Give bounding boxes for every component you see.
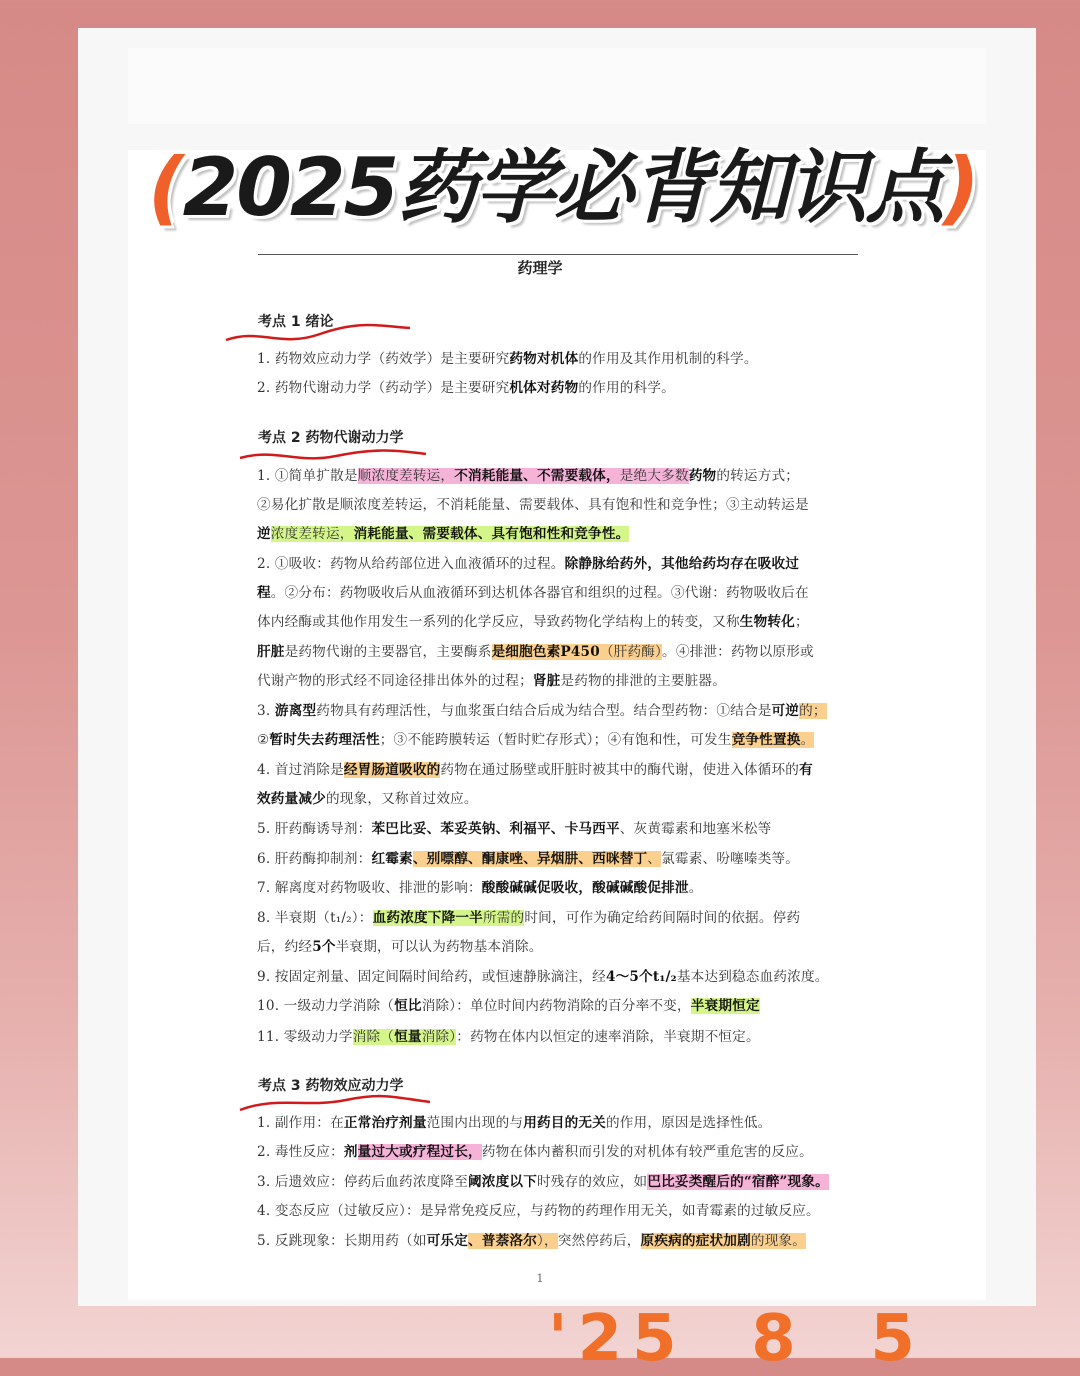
text-segment: 机体对药物 — [509, 380, 579, 396]
text-segment: 2. ①吸收：药物从给药部位进入血液循环的过程。 — [257, 556, 565, 572]
text-line — [257, 908, 800, 928]
text-segment: 是药物的排泄的主要脏器。 — [560, 673, 726, 689]
text-segment: 突然停药后， — [557, 1233, 641, 1249]
text-segment: 消除） — [421, 1029, 457, 1045]
text-segment: 9. 按固定剂量、固定间隔时间给药，或恒速静脉滴注，经 — [257, 969, 606, 985]
text-line — [257, 554, 799, 574]
text-segment: 1. ①简单扩散是 — [257, 468, 358, 484]
text-segment: 除静脉给药外，其他给药均存在吸收过 — [564, 556, 800, 572]
text-segment: 药物在体内蓄积而引发的对机体有较严重危害的反应。 — [481, 1144, 813, 1160]
title-text: 2025药学必背知识点 — [182, 141, 944, 234]
text-line — [257, 1231, 806, 1251]
text-line — [257, 524, 629, 544]
text-line — [257, 1142, 813, 1162]
text-segment: 的现象。 — [750, 1233, 807, 1249]
text-segment: 1. 副作用：在 — [257, 1115, 344, 1131]
text-segment: 顺浓度差转运， — [357, 468, 455, 484]
text-segment: 消除（ — [352, 1029, 395, 1045]
section-heading: 考点 1 绪论 — [258, 314, 334, 330]
text-segment: 2. 毒性反应： — [257, 1144, 344, 1160]
subject-heading: 药理学 — [517, 259, 563, 277]
text-segment: 血药浓度下降一半 — [372, 910, 483, 926]
text-segment: 是细胞色素P450 — [491, 644, 600, 660]
text-segment: 的作用及其作用机制的科学。 — [578, 351, 758, 367]
text-segment: 竞争性置换 — [731, 732, 801, 748]
text-line — [257, 849, 799, 869]
text-segment: 可乐定 — [426, 1233, 469, 1249]
text-segment: 5. 反跳现象：长期用药（如 — [257, 1233, 427, 1249]
text-segment: 4. 首过消除是 — [257, 762, 344, 778]
text-segment: 药物在通过肠壁或肝脏时被其中的酶代谢，使进入体循环的 — [440, 762, 800, 778]
text-segment: 、别嘌醇、酮康唑、异烟肼、西咪替丁 — [412, 851, 648, 867]
text-segment: 经胃肠道吸收的 — [343, 762, 441, 778]
text-segment: （肝药酶） — [599, 644, 663, 660]
text-segment: ； — [794, 614, 809, 630]
text-segment: 、普萘洛尔 — [468, 1233, 537, 1249]
text-segment: 浓度差转运， — [270, 526, 354, 542]
text-segment: 酸酸碱碱促吸收，酸碱碱酸促排泄 — [481, 880, 689, 896]
text-segment: 代谢产物的形式经不同途径排出体外的过程； — [257, 673, 533, 689]
title-paren-close: ) — [943, 141, 978, 234]
text-line — [257, 878, 703, 898]
text-segment: 半衰期恒定 — [690, 998, 760, 1014]
text-segment: 肝脏 — [257, 644, 285, 660]
text-segment: 逆 — [257, 526, 271, 542]
text-segment: 游离型 — [274, 703, 317, 719]
text-segment: 的转运方式； — [716, 468, 800, 484]
text-segment: 原疾病的症状加剧 — [640, 1233, 751, 1249]
text-segment: 的现象，又称首过效应。 — [325, 791, 478, 807]
text-segment: 2. 药物代谢动力学（药动学）是主要研究 — [257, 380, 510, 396]
text-line — [257, 1201, 820, 1221]
text-segment: 程 — [257, 585, 271, 601]
text-segment: 药物对机体 — [509, 351, 579, 367]
text-segment: 消除）：单位时间内药物消除的百分率不变， — [421, 998, 691, 1014]
page-number: 1 — [536, 1272, 544, 1285]
page-title — [148, 138, 978, 238]
text-segment: 消耗能量、需要载体、具有饱和性和竞争性。 — [353, 526, 630, 542]
text-line — [257, 819, 771, 839]
text-line — [257, 789, 478, 809]
text-segment: 肾脏 — [532, 673, 561, 689]
text-line — [257, 583, 809, 603]
text-segment: 恒量 — [394, 1029, 422, 1045]
text-segment: 有 — [799, 762, 813, 778]
text-segment: 量过大或疗程过长， — [357, 1144, 482, 1160]
text-segment: 范围内出现的与 — [426, 1115, 524, 1131]
text-segment: 药物具有药理活性，与血浆蛋白结合后成为结合型。结合型药物：①结合是 — [316, 703, 772, 719]
text-segment: 是绝大多数 — [619, 468, 689, 484]
text-segment: 剂 — [343, 1144, 358, 1160]
text-line — [257, 378, 675, 398]
previous-page-edge — [128, 48, 986, 124]
text-line — [257, 937, 543, 957]
header-rule — [258, 254, 858, 255]
section-heading: 考点 3 药物效应动力学 — [258, 1078, 404, 1094]
text-segment: ）， — [536, 1233, 558, 1249]
text-segment: 阈浓度以下 — [468, 1174, 537, 1190]
text-line — [257, 1172, 829, 1192]
text-segment: 。 — [800, 732, 815, 748]
text-segment: 、 — [647, 851, 662, 867]
text-segment: 后，约经 — [257, 939, 313, 955]
text-segment: 4～5个t₁/₂ — [605, 969, 677, 985]
text-segment: 基本达到稳态血药浓度。 — [676, 969, 829, 985]
section-heading: 考点 2 药物代谢动力学 — [258, 430, 404, 446]
text-segment: 。 — [688, 880, 703, 896]
title-paren-open: ( — [148, 141, 183, 234]
text-segment: 的作用的科学。 — [578, 380, 675, 396]
text-segment: 巴比妥类醒后的“宿醉”现象。 — [647, 1174, 829, 1190]
text-segment: 3. 后遗效应：停药后血药浓度降至 — [257, 1174, 469, 1190]
text-segment: 效药量减少 — [257, 791, 326, 807]
text-segment: ② — [257, 732, 270, 748]
text-segment: 体内经酶或其他作用发生一系列的化学反应，导致药物化学结构上的转变，又称 — [257, 614, 740, 630]
text-line — [257, 349, 758, 369]
text-segment: 。④排泄：药物以原形或 — [662, 644, 814, 660]
text-segment: 11. 零级动力学 — [257, 1029, 353, 1045]
text-line — [257, 642, 814, 662]
text-segment: 。②分布：药物吸收后从血液循环到达机体各器官和组织的过程。③代谢：药物吸收后在 — [270, 585, 809, 601]
text-segment: 是药物代谢的主要器官，主要酶系 — [284, 644, 492, 660]
text-segment: 、灰黄霉素和地塞米松等 — [619, 821, 772, 837]
text-line — [257, 730, 814, 750]
text-segment: 的； — [799, 703, 827, 719]
text-line — [257, 996, 760, 1016]
text-segment: 苯巴比妥、苯妥英钠、利福平、卡马西平 — [371, 821, 620, 837]
text-segment: 10. 一级动力学消除（ — [257, 998, 395, 1014]
text-line — [257, 495, 809, 515]
text-segment: 可逆 — [771, 703, 800, 719]
text-segment: 7. 解离度对药物吸收、排泄的影响： — [257, 880, 482, 896]
text-segment: 生物转化 — [739, 614, 795, 630]
text-line — [257, 967, 829, 987]
text-segment: 时残存的效应，如 — [536, 1174, 648, 1190]
text-segment: 6. 肝药酶抑制剂： — [257, 851, 372, 867]
text-line — [257, 466, 799, 486]
text-segment: 药物 — [688, 468, 717, 484]
text-segment: 氯霉素、吩噻嗪类等。 — [661, 851, 800, 867]
text-segment: ；③不能跨膜转运（暂时贮存形式）；④有饱和性，可发生 — [379, 732, 732, 748]
text-line — [257, 760, 813, 780]
text-segment: 8. 半衰期（t₁/₂）： — [257, 910, 373, 926]
text-segment: 半衰期，可以认为药物基本消除。 — [335, 939, 543, 955]
text-segment: 红霉素 — [371, 851, 413, 867]
text-segment: 不消耗能量、不需要载体， — [454, 468, 620, 484]
text-segment: ：药物在体内以恒定的速率消除，半衰期不恒定。 — [456, 1029, 760, 1045]
text-segment: 暂时失去药理活性 — [269, 732, 380, 748]
text-line — [257, 701, 827, 721]
text-segment: 4. 变态反应（过敏反应）：是异常免疫反应，与药物的药理作用无关，如青霉素的过敏反应。 — [257, 1203, 820, 1219]
text-line — [257, 1027, 760, 1047]
text-segment: 恒比 — [394, 998, 422, 1014]
text-segment: 时间，可作为确定给药间隔时间的依据。停药 — [524, 910, 801, 926]
text-segment: 正常治疗剂量 — [343, 1115, 427, 1131]
red-underline-scribble — [220, 318, 420, 348]
text-line — [257, 1113, 771, 1133]
text-segment: 5个 — [312, 939, 336, 955]
text-line — [257, 612, 809, 632]
date-stamp: '25 8 5 — [548, 1302, 925, 1376]
text-segment: 1. 药物效应动力学（药效学）是主要研究 — [257, 351, 510, 367]
text-segment: 用药目的无关 — [523, 1115, 606, 1131]
text-segment: 5. 肝药酶诱导剂： — [257, 821, 372, 837]
text-segment: 3. — [257, 703, 275, 719]
text-line — [257, 671, 726, 691]
text-segment: ②易化扩散是顺浓度差转运，不消耗能量、需要载体、具有饱和性和竞争性；③主动转运是 — [257, 497, 809, 513]
text-segment: 的作用，原因是选择性低。 — [605, 1115, 772, 1131]
text-segment: 所需的 — [482, 910, 525, 926]
